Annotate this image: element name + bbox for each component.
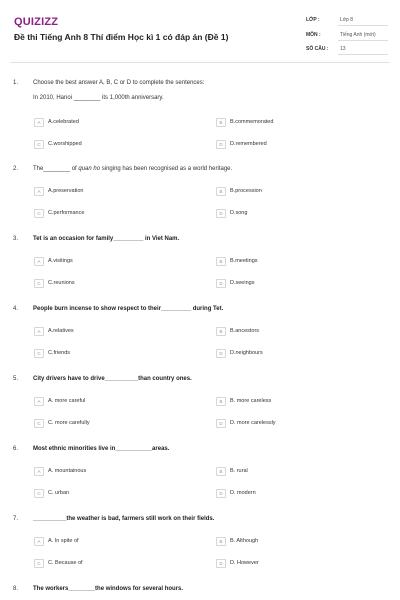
- header-divider: [10, 62, 390, 63]
- option-letter-box: B: [216, 467, 226, 476]
- option-letter-box: D: [216, 279, 226, 288]
- option-letter-box: C: [34, 419, 44, 428]
- option-text: D. However: [230, 560, 259, 566]
- meta-subject-value: Tiếng Anh (mới): [340, 32, 376, 38]
- option-text: A.relatives: [48, 328, 74, 334]
- worksheet-header: [0, 0, 400, 62]
- question-text: The workers________the windows for several hours.: [33, 586, 184, 592]
- option-text: A. mountainous: [48, 468, 87, 474]
- option-letter-box: C: [34, 489, 44, 498]
- option-text: A. In spite of: [48, 538, 79, 544]
- option-letter-box: D: [216, 209, 226, 218]
- meta-subject-underline: [338, 40, 388, 41]
- italic-term: quan ho: [78, 166, 101, 172]
- option-text: D. more carelessly: [230, 420, 276, 426]
- question-number: 1.: [13, 80, 19, 86]
- question-text: __________the weather is bad, farmers still work on their fields.: [33, 516, 215, 522]
- option-text: B.procession: [230, 188, 262, 194]
- option-text: B. more careless: [230, 398, 272, 404]
- meta-class-underline: [338, 25, 388, 26]
- question-number: 3.: [13, 236, 19, 242]
- option-letter-box: C: [34, 349, 44, 358]
- option-letter-box: B: [216, 327, 226, 336]
- option-letter-box: C: [34, 140, 44, 149]
- question-text: Tet is an occasion for family_________ in Viet Nam.: [33, 236, 180, 242]
- option-letter-box: A: [34, 257, 44, 266]
- option-letter-box: D: [216, 140, 226, 149]
- question-text: City drivers have to drive__________than country ones.: [33, 376, 192, 382]
- meta-class-label: LỚP :: [306, 17, 320, 23]
- option-letter-box: A: [34, 537, 44, 546]
- option-letter-box: A: [34, 187, 44, 196]
- worksheet-title: Đề thi Tiếng Anh 8 Thí điểm Học kì 1 có đáp án (Đề 1): [14, 32, 229, 42]
- question-number: 4.: [13, 306, 19, 312]
- option-letter-box: A: [34, 397, 44, 406]
- option-text: D.seeings: [230, 280, 255, 286]
- option-text: C.performance: [48, 210, 85, 216]
- option-text: A.celebrated: [48, 119, 79, 125]
- option-text: B.meetings: [230, 258, 258, 264]
- option-text: C.reunions: [48, 280, 75, 286]
- option-letter-box: D: [216, 559, 226, 568]
- option-letter-box: D: [216, 349, 226, 358]
- meta-count-underline: [338, 54, 388, 55]
- option-letter-box: B: [216, 257, 226, 266]
- option-text: C.friends: [48, 350, 71, 356]
- option-text: B.ancestors: [230, 328, 260, 334]
- option-text: C. Because of: [48, 560, 83, 566]
- option-letter-box: B: [216, 118, 226, 127]
- option-text: A. more careful: [48, 398, 86, 404]
- option-text: A.visitings: [48, 258, 73, 264]
- option-letter-box: A: [34, 327, 44, 336]
- option-text: C.worshipped: [48, 141, 82, 147]
- option-text: B.commemorated: [230, 119, 274, 125]
- option-text: A.preservation: [48, 188, 84, 194]
- option-text: C. more carefully: [48, 420, 90, 426]
- question-text: The________ of quan ho singing has been recognised as a world heritage.: [33, 166, 233, 172]
- option-letter-box: D: [216, 419, 226, 428]
- option-letter-box: D: [216, 489, 226, 498]
- question-number: 7.: [13, 516, 19, 522]
- question-number: 5.: [13, 376, 19, 382]
- option-letter-box: C: [34, 559, 44, 568]
- option-letter-box: B: [216, 187, 226, 196]
- meta-class-value: Lớp 8: [340, 17, 354, 23]
- option-letter-box: C: [34, 279, 44, 288]
- quizizz-logo: QUIZIZZ: [14, 16, 59, 28]
- option-text: D. modern: [230, 490, 256, 496]
- meta-subject-label: MÔN :: [306, 32, 321, 38]
- option-text: B. rural: [230, 468, 248, 474]
- option-letter-box: C: [34, 209, 44, 218]
- meta-count-label: SỐ CÂU :: [306, 46, 329, 52]
- question-text: Most ethnic minorities live in___________areas.: [33, 446, 170, 452]
- option-letter-box: A: [34, 467, 44, 476]
- question-number: 6.: [13, 446, 19, 452]
- question-text: People burn incense to show respect to their_________ during Tet.: [33, 306, 224, 312]
- question-text: Choose the best answer A, B, C or D to complete the sentences:: [33, 80, 205, 86]
- option-text: D.neighbours: [230, 350, 263, 356]
- option-letter-box: B: [216, 537, 226, 546]
- meta-count-value: 13: [340, 46, 346, 52]
- option-letter-box: A: [34, 118, 44, 127]
- option-letter-box: B: [216, 397, 226, 406]
- option-text: D.remembered: [230, 141, 267, 147]
- option-text: D.song: [230, 210, 248, 216]
- question-number: 2.: [13, 166, 19, 172]
- option-text: B. Although: [230, 538, 259, 544]
- question-sentence: In 2010, Hanoi ________ its 1,000th anniversary.: [33, 95, 164, 101]
- option-text: C. urban: [48, 490, 70, 496]
- question-number: 8.: [13, 586, 19, 592]
